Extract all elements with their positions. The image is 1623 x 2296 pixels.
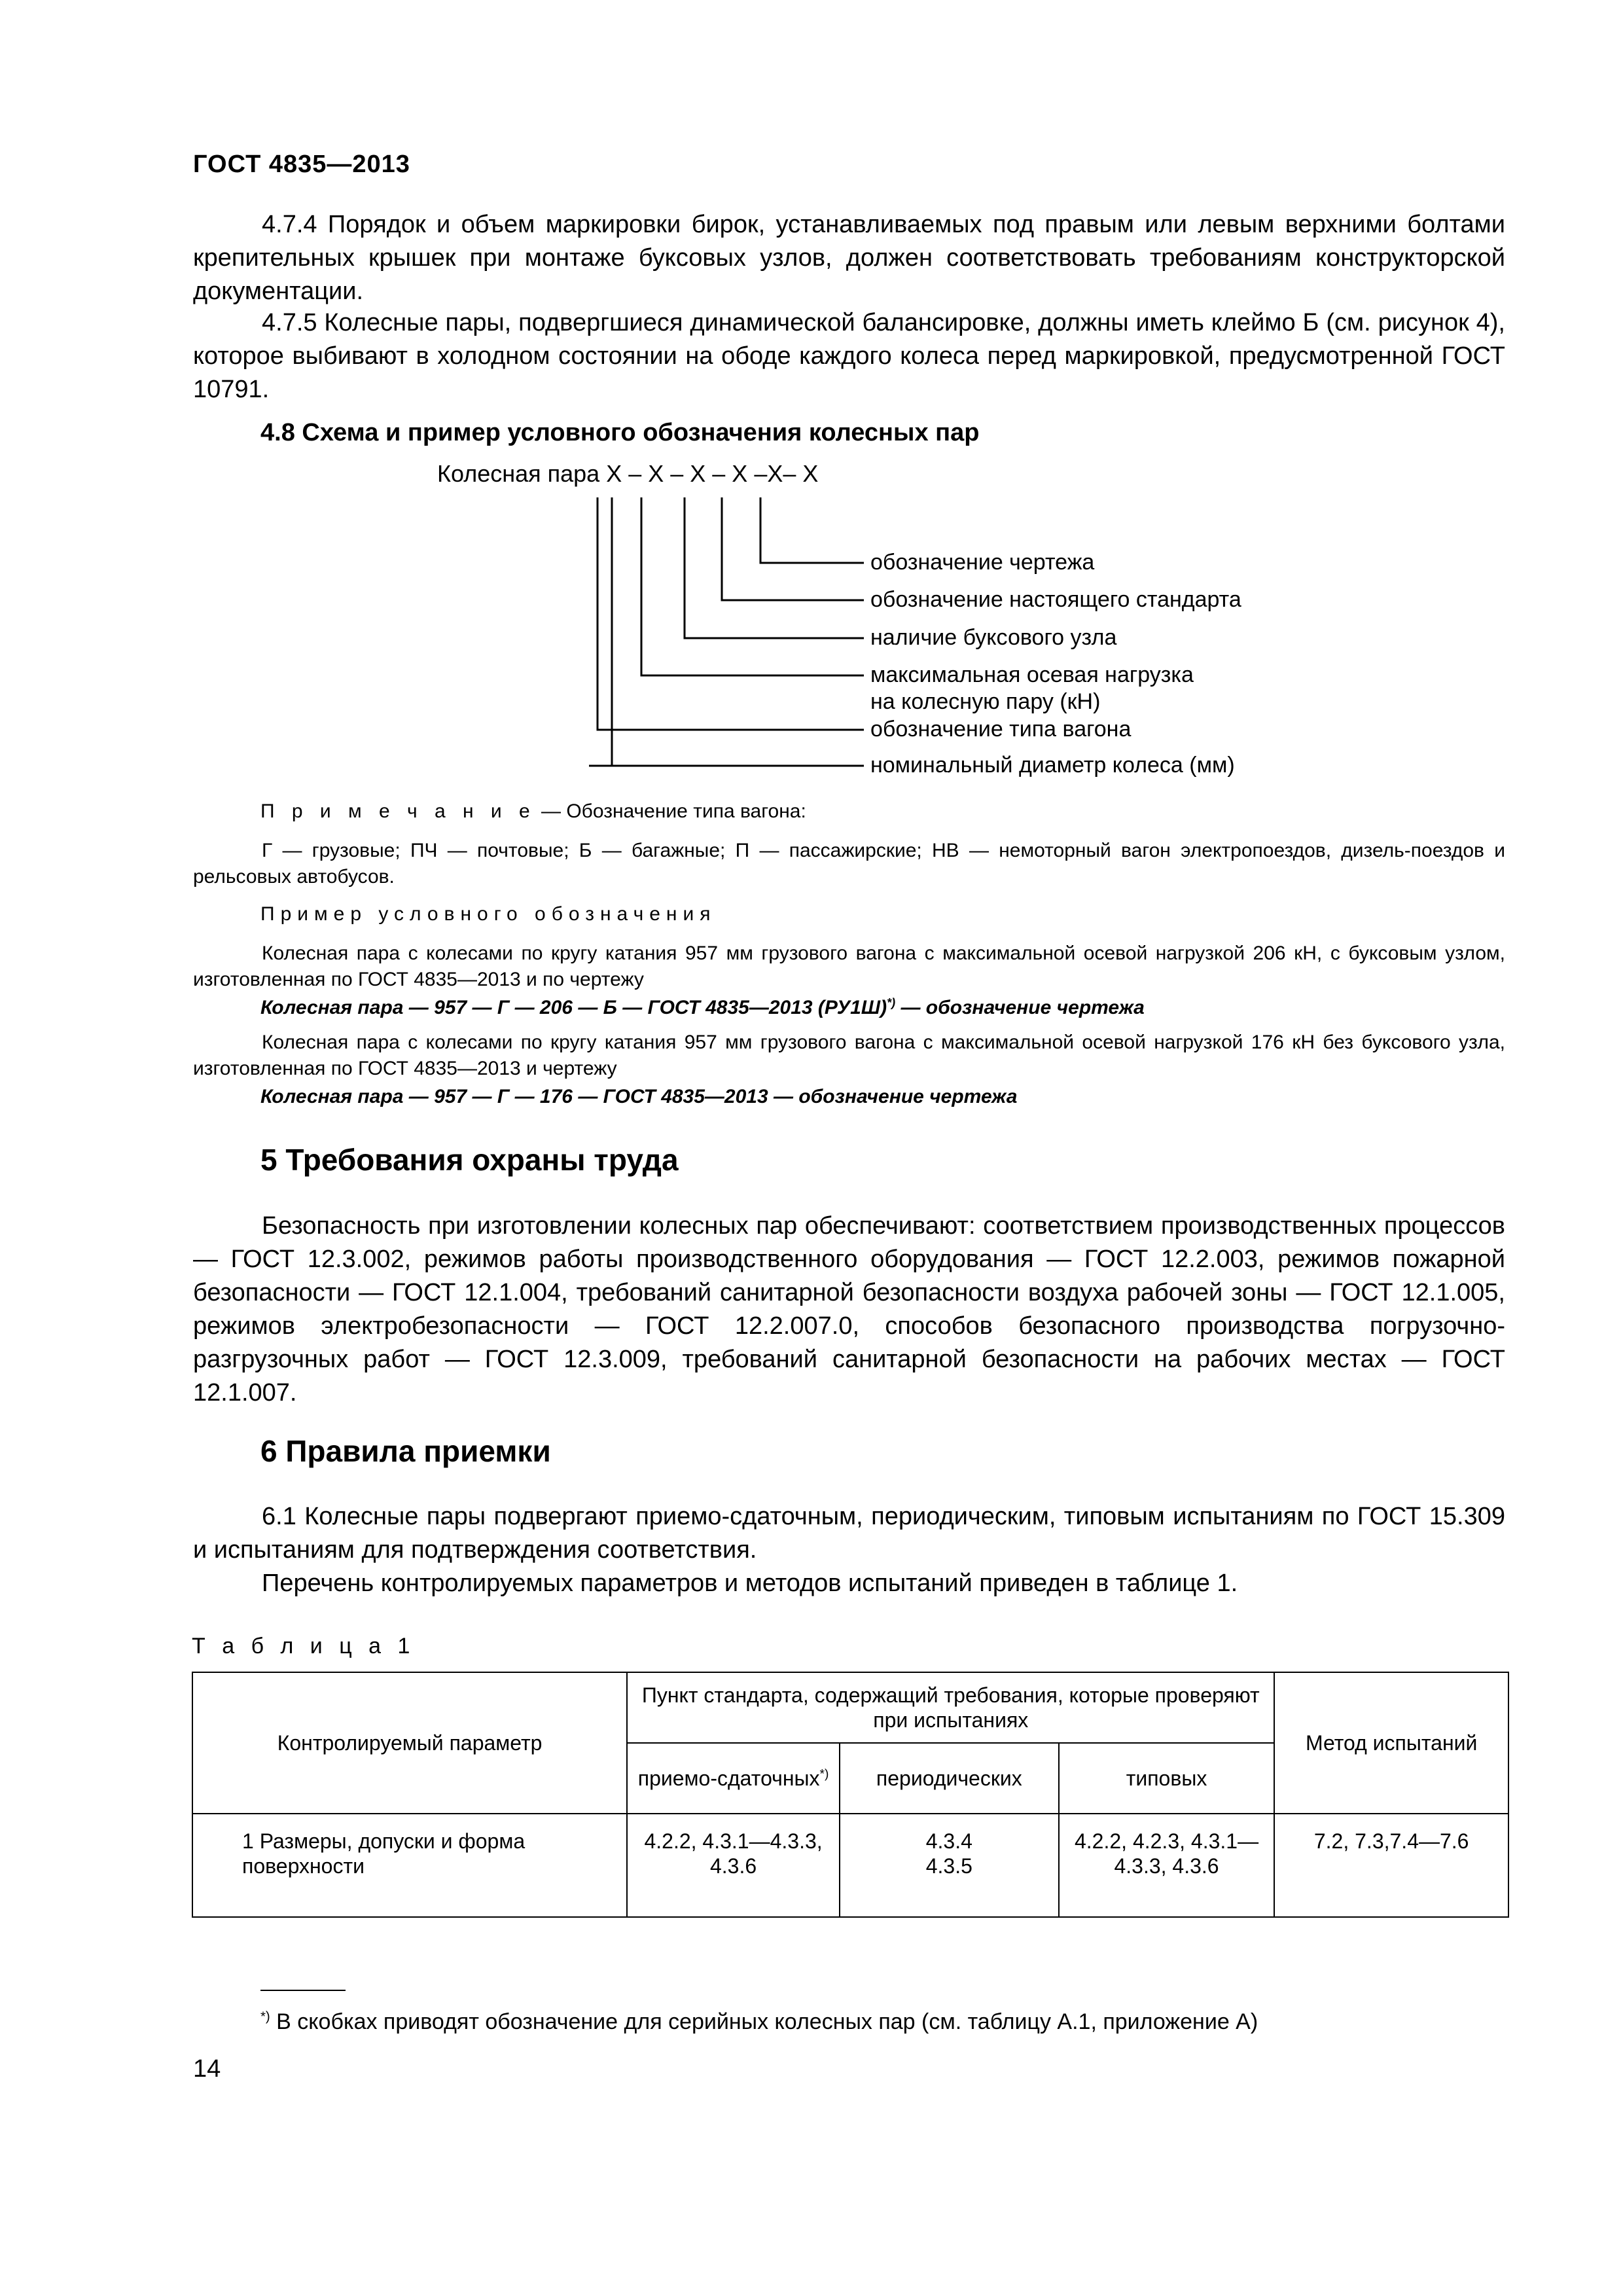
paragraph-6-1: 6.1 Колесные пары подвергают приемо-сдаточным, периодическим, типовым испытаниям по ГОСТ 15.309 и испытаниям для подтверждения соответствия. xyxy=(193,1503,1505,1564)
table-cell-acceptance: 4.2.2, 4.3.1—4.3.3, 4.3.6 xyxy=(627,1814,840,1917)
note-line xyxy=(260,798,806,825)
document-header: ГОСТ 4835—2013 xyxy=(193,151,410,178)
scheme-label-load: максимальная осевая нагрузка xyxy=(870,662,1194,687)
scheme-label-load-2: на колесную пару (кН) xyxy=(870,689,1101,714)
table-cell-periodic: 4.3.4 4.3.5 xyxy=(840,1814,1059,1917)
table-header-type: типовых xyxy=(1059,1743,1275,1814)
section-5-title: 5 Требования охраны труда xyxy=(260,1143,679,1177)
example-2: Колесная пара с колесами по кругу катания 957 мм грузового вагона с максимальной осевой нагрузкой 176 кН без буксового узла, изготовленная по ГОСТ 4835—2013 и чертежу xyxy=(193,1031,1505,1079)
section-6-title: 6 Правила приемки xyxy=(260,1434,551,1468)
section-4-8-title: 4.8 Схема и пример условного обозначения колесных пар xyxy=(260,419,980,446)
example-1-sup: *) xyxy=(887,996,896,1009)
table-header-acceptance xyxy=(627,1743,840,1814)
scheme-line-4 xyxy=(641,497,864,675)
scheme-label-drawing: обозначение чертежа xyxy=(870,550,1095,575)
table-header-param: Контролируемый параметр xyxy=(192,1672,627,1814)
table-1 xyxy=(192,1672,1509,1918)
example-1: Колесная пара с колесами по кругу катания 957 мм грузового вагона с максимальной осевой нагрузкой 206 кН, с буксовым узлом, изготовленная по ГОСТ 4835—2013 и по чертежу xyxy=(193,942,1505,990)
table-header-periodic: периодических xyxy=(840,1743,1059,1814)
paragraph-4-7-4: 4.7.4 Порядок и объем маркировки бирок, устанавливаемых под правым или левым верхними болтами крепительных крышек при монтаже буксовых узлов, должен соответствовать требованиям конструкторской документации. xyxy=(193,211,1505,305)
scheme-line-5 xyxy=(597,497,864,730)
scheme-line-1 xyxy=(760,497,864,563)
example-1-code-text: Колесная пара — 957 — Г — 206 — Б — ГОСТ 4835—2013 (РУ1Ш) xyxy=(260,997,887,1018)
table-header-method: Метод испытаний xyxy=(1274,1672,1508,1814)
table-caption: Т а б л и ц а 1 xyxy=(192,1634,416,1659)
footnote-separator xyxy=(260,1990,346,1991)
note-body: Г — грузовые; ПЧ — почтовые; Б — багажные; П — пассажирские; НВ — немоторный вагон электропоездов, дизель-поездов и рельсовых автобусов. xyxy=(193,840,1505,888)
table-header-acceptance-text: приемо-сдаточных xyxy=(637,1767,820,1790)
table-row xyxy=(192,1814,1508,1917)
section-5-text: Безопасность при изготовлении колесных пар обеспечивают: соответствием производственных процессов — ГОСТ 12.3.002, режимов работы производственного оборудования — ГОСТ 12.2.003, режимов пожарной безопасности — ГОСТ 12.1.004, требований санитарной безопасности воздуха рабочей зоны — ГОСТ 12.1.005, режимов электробезопасности — ГОСТ 12.2.007.0, способов безопасного производства погрузочно-разгрузочных работ — ГОСТ 12.3.009, требований санитарной безопасности на рабочих местах — ГОСТ 12.1.007. xyxy=(193,1212,1505,1407)
table-header-acceptance-sup: *) xyxy=(819,1767,829,1782)
note-label: П р и м е ч а н и е xyxy=(260,800,536,822)
table-cell-param: 1 Размеры, допуски и форма поверхности xyxy=(192,1814,627,1917)
table-header-group: Пункт стандарта, содержащий требования, которые проверяют при испытаниях xyxy=(627,1672,1274,1743)
paragraph-6-1-b: Перечень контролируемых параметров и методов испытаний приведен в таблице 1. xyxy=(262,1570,1238,1597)
example-1-code xyxy=(260,997,1145,1019)
footnote-mark: *) xyxy=(260,2009,270,2024)
scheme-lines xyxy=(589,484,864,772)
table-cell-type: 4.2.2, 4.2.3, 4.3.1—4.3.3, 4.3.6 xyxy=(1059,1814,1275,1917)
scheme-line-2 xyxy=(722,497,864,600)
scheme-line-3 xyxy=(685,497,864,638)
table-cell-method: 7.2, 7.3,7.4—7.6 xyxy=(1274,1814,1508,1917)
scheme-title: Колесная пара Х – Х – Х – Х –Х– Х xyxy=(437,460,819,487)
paragraph-4-7-5: 4.7.5 Колесные пары, подвергшиеся динамической балансировке, должны иметь клеймо Б (см. рисунок 4), которое выбивают в холодном состоянии на ободе каждого колеса перед маркировкой, предусмотренной ГОСТ 10791. xyxy=(193,309,1505,403)
example-2-code: Колесная пара — 957 — Г — 176 — ГОСТ 4835—2013 — обозначение чертежа xyxy=(260,1086,1018,1107)
footnote-text: В скобках приводят обозначение для серийных колесных пар (см. таблицу А.1, приложение А) xyxy=(270,2009,1258,2034)
scheme-line-6 xyxy=(589,497,864,766)
footnote xyxy=(260,2009,1258,2035)
example-1-code-tail: — обозначение чертежа xyxy=(895,997,1145,1018)
scheme-line-left xyxy=(609,497,615,772)
scheme-label-axlebox: наличие буксового узла xyxy=(870,625,1117,650)
scheme-label-diameter: номинальный диаметр колеса (мм) xyxy=(870,753,1235,778)
example-title: Пример условного обозначения xyxy=(260,903,717,925)
scheme-label-wagon-type: обозначение типа вагона xyxy=(870,717,1132,742)
note-text: — Обозначение типа вагона: xyxy=(535,800,806,822)
scheme-label-standard: обозначение настоящего стандарта xyxy=(870,587,1241,612)
page-number: 14 xyxy=(193,2055,221,2083)
